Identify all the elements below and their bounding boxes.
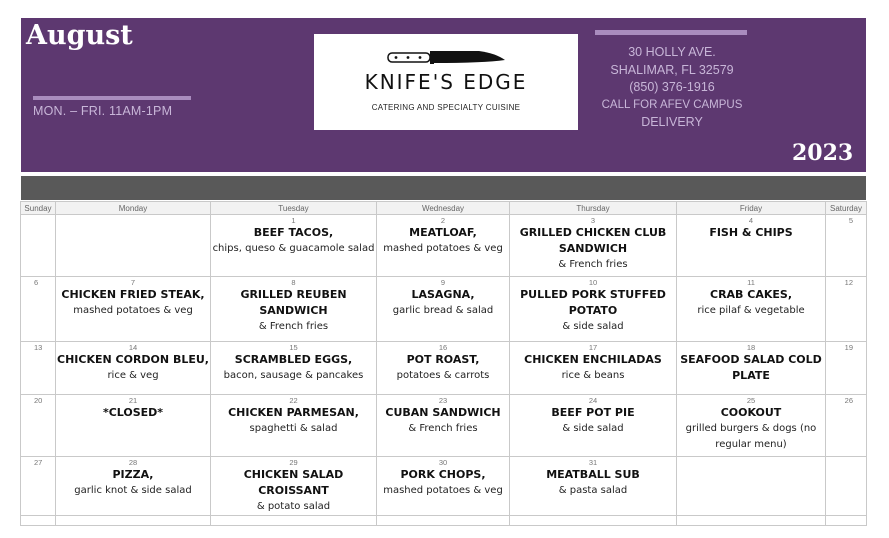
day-number: 9 [440,278,446,287]
hours-accent-bar [33,96,191,100]
day-cell-empty [510,516,677,526]
day-cell-sunday [21,395,56,457]
address-line-2: SHALIMAR, FL 32579 [610,62,734,77]
day-number: 10 [588,278,598,287]
day-cell [377,277,510,342]
service-hours: MON. – FRI. 11AM-1PM [33,104,173,118]
menu-item: CRAB CAKES, [710,288,792,301]
menu-item: CHICKEN PARMESAN, [228,406,359,419]
day-cell [677,457,826,516]
weekday-saturday: Saturday [826,202,867,215]
menu-item: GRILLED REUBEN SANDWICH [240,288,347,317]
menu-sides: mashed potatoes & veg [383,485,503,496]
menu-sides: & French fries [258,321,329,332]
day-cell-empty [56,516,211,526]
weekday-header-row [21,202,867,215]
week-row [21,277,867,342]
phone-number: (850) 376-1916 [629,80,715,94]
day-cell [377,395,510,457]
day-number: 25 [746,396,756,405]
day-number: 12 [844,278,853,287]
menu-item: CHICKEN CORDON BLEU, [57,353,209,366]
day-number: 21 [128,396,138,405]
day-number: 8 [291,278,296,287]
day-cell [56,215,211,277]
day-cell-empty [21,516,56,526]
day-cell-sunday [21,342,56,395]
day-cell-saturday [826,342,867,395]
menu-item: PIZZA, [112,468,154,481]
menu-sides: garlic bread & salad [392,305,494,316]
day-cell [211,342,377,395]
day-number: 15 [289,343,298,352]
menu-sides: rice & beans [561,370,625,381]
day-cell-empty [211,516,377,526]
day-number: 11 [747,278,755,287]
menu-item: POT ROAST, [406,353,480,366]
day-number: 23 [438,396,448,405]
menu-sides: & potato salad [256,501,331,512]
day-number: 4 [748,216,754,225]
menu-item: CUBAN SANDWICH [385,406,501,419]
menu-sides: rice pilaf & vegetable [697,305,805,316]
day-number: 31 [588,458,598,467]
week-row [21,457,867,516]
menu-item: BEEF TACOS, [253,226,334,239]
day-cell [510,395,677,457]
weekday-monday: Monday [56,202,211,215]
header-divider-bar [21,176,866,200]
address-line-1: 30 HOLLY AVE. [628,45,716,59]
day-cell [211,457,377,516]
day-cell [377,215,510,277]
menu-item: MEATLOAF, [409,226,477,239]
menu-sides: rice & veg [107,370,159,381]
day-number: 26 [844,396,853,405]
day-cell [56,457,211,516]
day-cell [56,342,211,395]
menu-item: LASAGNA, [411,288,475,301]
menu-item: COOKOUT [720,406,782,419]
day-cell [211,215,377,277]
week-row [21,342,867,395]
day-cell [56,277,211,342]
weekday-thursday: Thursday [510,202,677,215]
menu-sides: mashed potatoes & veg [73,305,193,316]
menu-item: PORK CHOPS, [400,468,486,481]
day-cell [56,395,211,457]
day-number: 7 [130,278,136,287]
delivery-note: DELIVERY [641,115,703,129]
call-note: CALL FOR AFEV CAMPUS [601,98,743,111]
day-cell [677,395,826,457]
menu-calendar [20,201,867,526]
day-number: 5 [848,216,853,225]
menu-sides: potatoes & carrots [396,370,490,381]
menu-item: SEAFOOD SALAD COLD PLATE [680,353,822,382]
day-cell-empty [377,516,510,526]
day-cell-sunday [21,457,56,516]
day-cell [377,342,510,395]
logo [314,34,578,130]
day-number: 2 [440,216,446,225]
menu-item: BEEF POT PIE [551,406,635,419]
weekday-tuesday: Tuesday [211,202,377,215]
menu-sides: mashed potatoes & veg [383,243,503,254]
week-row [21,215,867,277]
menu-sides: grilled burgers & dogs (no regular menu) [685,423,817,450]
day-number: 28 [128,458,138,467]
header-banner [21,18,866,172]
menu-sides: chips, queso & guacamole salad [212,243,375,254]
menu-item: CHICKEN FRIED STEAK, [61,288,205,301]
week-row [21,395,867,457]
day-cell [510,342,677,395]
day-cell [377,457,510,516]
menu-sides: & side salad [562,321,624,332]
day-number: 29 [289,458,298,467]
menu-item: CHICKEN SALAD CROISSANT [243,468,344,497]
menu-item: *CLOSED* [102,406,164,419]
weekday-friday: Friday [677,202,826,215]
day-cell-sunday [21,277,56,342]
day-number: 22 [289,396,298,405]
menu-sides: & French fries [408,423,478,434]
menu-sides: spaghetti & salad [249,423,338,434]
contact-block [590,44,754,132]
day-cell-saturday [826,457,867,516]
day-number: 14 [128,343,138,352]
menu-item: FISH & CHIPS [709,226,793,239]
day-cell [510,215,677,277]
weekday-sunday: Sunday [21,202,56,215]
day-number: 30 [438,458,448,467]
year-label: 2023 [792,140,854,166]
menu-sides: & side salad [562,423,624,434]
day-cell-saturday [826,277,867,342]
menu-sides: bacon, sausage & pancakes [223,370,364,381]
day-number: 20 [34,396,43,405]
day-number: 1 [291,216,296,225]
menu-sides: & pasta salad [558,485,628,496]
day-cell [510,457,677,516]
day-number: 16 [438,343,448,352]
day-number: 18 [746,343,756,352]
logo-tagline: CATERING AND SPECIALTY CUISINE [371,103,521,112]
day-cell [677,215,826,277]
day-number: 27 [34,458,43,467]
logo-name: KNIFE'S EDGE [364,70,528,94]
week-row-empty [21,516,867,526]
address-accent-bar [595,30,747,35]
day-cell-sunday [21,215,56,277]
knife-icon [387,47,507,67]
day-number: 6 [34,278,39,287]
day-cell [211,395,377,457]
day-cell-saturday [826,215,867,277]
menu-item: CHICKEN ENCHILADAS [524,353,662,366]
weekday-wednesday: Wednesday [377,202,510,215]
day-number: 13 [34,343,43,352]
day-number: 24 [588,396,598,405]
month-title: August [26,20,133,51]
day-number: 17 [588,343,598,352]
day-cell-empty [677,516,826,526]
day-cell [677,277,826,342]
day-number: 3 [590,216,596,225]
day-cell [211,277,377,342]
day-cell [677,342,826,395]
menu-item: PULLED PORK STUFFED POTATO [520,288,666,317]
day-number: 19 [844,343,853,352]
menu-item: GRILLED CHICKEN CLUB SANDWICH [519,226,667,255]
day-cell [510,277,677,342]
menu-item: MEATBALL SUB [546,468,640,481]
menu-item: SCRAMBLED EGGS, [234,353,353,366]
menu-sides: garlic knot & side salad [74,485,192,496]
day-cell-saturday [826,395,867,457]
day-cell-empty [826,516,867,526]
menu-sides: & French fries [558,259,628,270]
